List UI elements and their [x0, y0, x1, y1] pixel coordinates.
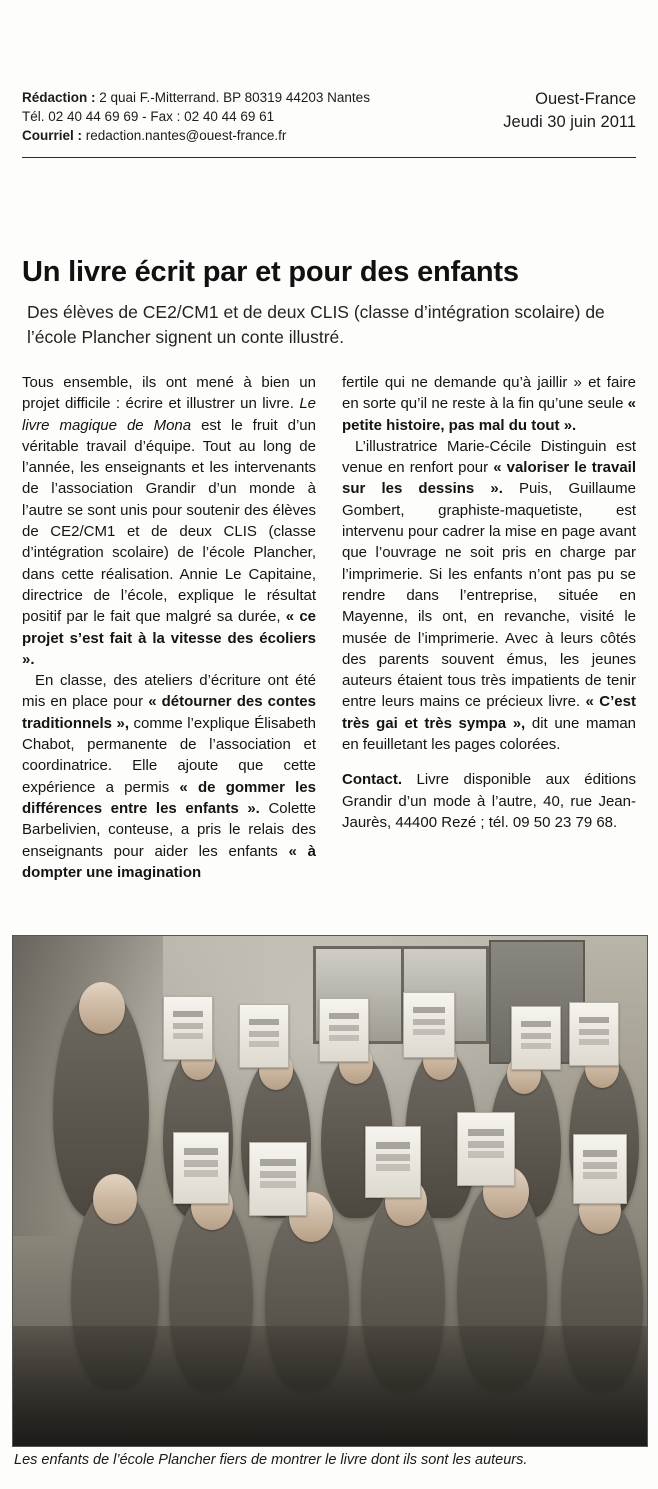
book-title: Le livre magique de Mona	[22, 395, 316, 434]
masthead-paper-block	[503, 88, 636, 134]
para-text: est le fruit d’un véritable travail d’équipe. Tout au long de l’année, les enseignants et les intervenants de l’association Grandir d’un monde à l’autre se sont unis pour soutenir des élèves de CE2/CM1 et de deux CLIS (classe d’intégration scolaire) de l’école Plancher, dans cette réalisation. Annie Le Capitaine, directrice de l’école, explique le résultat positif par le fait que malgré sa durée,	[22, 416, 316, 626]
pull-quote: « détourner des contes traditionnels »,	[22, 693, 316, 732]
held-book	[239, 1004, 289, 1068]
para-text: fertile qui ne demande qu’à jaillir » et faire en sorte qu’il ne reste à la fin qu’une seule	[342, 374, 636, 413]
held-book	[511, 1006, 561, 1070]
para-text: Tous ensemble, ils ont mené à bien un projet difficile : écrire et illustrer un livre.	[22, 374, 316, 413]
held-book	[573, 1134, 627, 1204]
pull-quote: « valoriser le travail sur les dessins ».	[342, 459, 636, 498]
photo-caption: Les enfants de l’école Plancher fiers de montrer le livre dont ils sont les auteurs.	[14, 1452, 528, 1468]
contact-paragraph	[342, 769, 636, 833]
pull-quote: « petite histoire, pas mal du tout ».	[342, 395, 636, 434]
article-column-1	[22, 372, 316, 883]
para-text: dit une maman en feuilletant les pages colorées.	[342, 714, 637, 754]
para-text: Puis, Guillaume Gombert, graphiste-maquetiste, est intervenu pour cadrer la mise en page avant que l’ouvrage ne soit pris en charge par l’imprimerie. Si les enfants n’ont pas pu se rendre dans l’entreprise, située en Mayenne, ils ont, en revanche, visité le musée de l’imprimerie. Avec à leurs côtés des parents souvent émus, les jeunes auteurs étaient tous très impatients de tenir entre leurs mains ce précieux livre.	[342, 480, 636, 711]
telephone-line: Tél. 02 40 44 69 69 - Fax : 02 40 44 69 61	[22, 109, 275, 124]
masthead-divider	[22, 157, 636, 158]
held-book	[249, 1142, 307, 1216]
pull-quote: « C’est très gai et très sympa »,	[342, 693, 636, 732]
person-head	[79, 982, 125, 1034]
paragraph	[22, 372, 316, 670]
pull-quote: « de gommer les différences entre les enfants ».	[22, 778, 316, 817]
paragraph	[22, 670, 316, 883]
photo-foreground	[13, 1326, 647, 1446]
para-text: Colette Barbelivien, conteuse, a pris le relais des enseignants pour aider les enfants	[22, 799, 316, 860]
held-book	[173, 1132, 229, 1204]
para-text: comme l’explique Élisabeth Chabot, permanente de l’association et coordinatrice. Elle ajoute que cette expérience a permis	[22, 714, 316, 796]
paragraph	[342, 436, 636, 755]
held-book	[319, 998, 369, 1062]
paper-name: Ouest-France	[535, 90, 636, 108]
article-photo	[12, 935, 648, 1447]
pull-quote: « à dompter une imagination	[22, 842, 316, 881]
para-text: L’illustratrice Marie-Cécile Distinguin est venue en renfort pour	[342, 437, 636, 477]
para-text: En classe, des ateliers d’écriture ont été mis en place pour	[22, 672, 316, 711]
paragraph	[342, 372, 636, 436]
held-book	[163, 996, 213, 1060]
courriel-value: redaction.nantes@ouest-france.fr	[82, 128, 287, 143]
courriel-label: Courriel :	[22, 128, 83, 143]
redaction-value: 2 quai F.-Mitterrand. BP 80319 44203 Nantes	[95, 90, 370, 105]
pull-quote: « ce projet s’est fait à la vitesse des écoliers ».	[22, 608, 317, 668]
courriel-line	[22, 126, 370, 145]
article-body	[22, 372, 636, 883]
held-book	[365, 1126, 421, 1198]
held-book	[457, 1112, 515, 1186]
redaction-line	[22, 88, 370, 107]
publication-date: Jeudi 30 juin 2011	[503, 113, 636, 131]
held-book	[569, 1002, 619, 1066]
contact-label: Contact.	[342, 771, 402, 789]
person-head	[93, 1174, 137, 1224]
redaction-label: Rédaction :	[22, 90, 96, 105]
article-column-2	[342, 372, 636, 883]
held-book	[403, 992, 455, 1058]
article-headline: Un livre écrit par et pour des enfants	[22, 256, 519, 288]
contact-text: Livre disponible aux éditions Grandir d’un mode à l’autre, 40, rue Jean-Jaurès, 44400 Rezé ; tél. 09 50 23 79 68.	[342, 771, 636, 831]
masthead-contact-block	[22, 88, 370, 145]
article-standfirst: Des élèves de CE2/CM1 et de deux CLIS (classe d’intégration scolaire) de l’école Plancher signent un conte illustré.	[27, 302, 605, 347]
masthead	[22, 88, 636, 145]
